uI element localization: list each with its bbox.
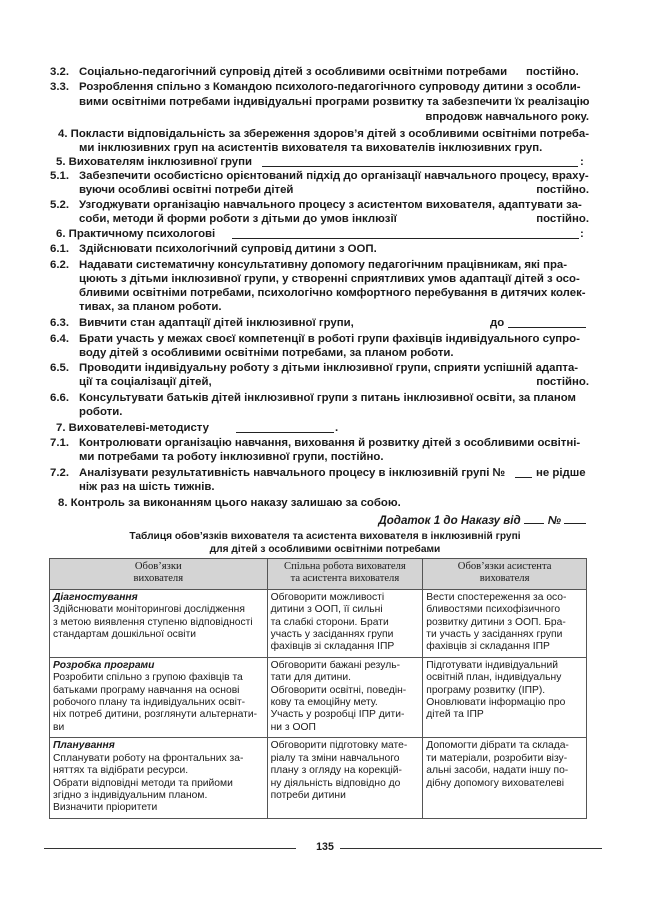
item-number: 6.6. bbox=[50, 392, 69, 404]
item-heading: 7. Вихователеві-методисту bbox=[56, 422, 209, 434]
table-cell: Обговорити підготовку мате- ріалу та зміни навчального плану з огляду на корекцій- ну діяльність відповідно до потреби дитини bbox=[267, 738, 423, 818]
item-text: роботи. bbox=[79, 406, 123, 418]
table-cell: Обговорити бажані резуль- тати для дитини. Обговорити освітні, поведін- кову та емоційну мету. Участь у розробці ІПР дити- ни з ООП bbox=[267, 657, 423, 737]
blank-line bbox=[232, 238, 579, 239]
table-row bbox=[50, 589, 587, 657]
column-header: Спільна робота вихователя та асистента вихователя bbox=[267, 559, 423, 590]
item-text: Соціально-педагогічний супровід дітей з особливими освітніми потребами bbox=[79, 66, 508, 78]
item-text: ції та соціалізації дітей, bbox=[79, 376, 212, 388]
item-text: Контролювати організацію навчання, виховання й розвитку дітей з особливими освітні- bbox=[79, 437, 581, 449]
item-deadline: постійно. bbox=[536, 213, 589, 225]
table-header-row bbox=[50, 559, 587, 590]
page-number: 135 bbox=[316, 841, 334, 853]
blank-line bbox=[564, 512, 586, 524]
item-number: 6.3. bbox=[50, 317, 69, 329]
item-text: тивах, за планом роботи. bbox=[79, 301, 222, 313]
item-text: цюють з дітьми інклюзивної групи, у створенні сприятливих умов адаптації дітей з осо- bbox=[79, 273, 580, 285]
item-text: 4. Покласти відповідальність за збереження здоров’я дітей з особливими освітніми потреба- bbox=[58, 128, 590, 140]
duties-table bbox=[49, 558, 587, 819]
table-row bbox=[50, 738, 587, 818]
item-deadline: постійно. bbox=[536, 184, 589, 196]
item-heading: 5. Вихователям інклюзивної групи bbox=[56, 156, 252, 168]
item-text: не рідше bbox=[536, 467, 586, 479]
item-text: Консультувати батьків дітей інклюзивної групи з питань інклюзивної освіти, за планом bbox=[79, 392, 576, 404]
addendum-reference bbox=[378, 512, 586, 527]
item-text: Забезпечити особистісно орієнтований підхід до організації навчального процесу, враху- bbox=[79, 170, 589, 182]
blank-line bbox=[515, 477, 532, 478]
item-text: воду дітей з особливими освітніми потребами, за планом роботи. bbox=[79, 347, 454, 359]
item-number: 6.1. bbox=[50, 243, 69, 255]
table-cell: Підготувати індивідуальний освітній план, індивідуальну програму розвитку (ІПР). Оновлювати інформацію про дітей та ІПР bbox=[423, 657, 587, 737]
item-text: 8. Контроль за виконанням цього наказу залишаю за собою. bbox=[58, 497, 401, 509]
item-deadline: до bbox=[490, 317, 505, 329]
table-cell: Допомогти дібрати та склада- ти матеріали, розробити візу- альні засоби, надати іншу по- дібну допомогу вихователеві bbox=[423, 738, 587, 818]
column-header: Обов’язки вихователя bbox=[50, 559, 268, 590]
item-text: Проводити індивідуальну роботу з дітьми інклюзивної групи, сприяти успішній адапта- bbox=[79, 362, 579, 374]
item-text: Аналізувати результативність навчального процесу в інклюзивній групі № bbox=[79, 467, 506, 479]
table-cell: Діагностування Здійснювати моніторингові дослідження з метою виявлення ступеню відповідності стандартам дошкільної освіти bbox=[50, 589, 268, 657]
item-text: Вивчити стан адаптації дітей інклюзивної групи, bbox=[79, 317, 354, 329]
item-text: ми потребами та роботу інклюзивної групи, постійно. bbox=[79, 451, 384, 463]
item-number: 5.2. bbox=[50, 199, 69, 211]
item-text: ми інклюзивних груп на асистентів вихователя та вихователів інклюзивних груп. bbox=[79, 142, 543, 154]
colon: : bbox=[580, 228, 584, 240]
item-number: 5.1. bbox=[50, 170, 69, 182]
blank-line bbox=[524, 512, 544, 524]
table-cell: Розробка програми Розробити спільно з групою фахівців та батьками програму навчання на основі робочого плану та індивідуальних освіт- ніх потреб дитини, розглянути альтернати- ви bbox=[50, 657, 268, 737]
item-text: Брати участь у межах своєї компетенції в роботі групи фахівців індивідуального супро- bbox=[79, 333, 580, 345]
item-number: 6.4. bbox=[50, 333, 69, 345]
stage-title: Діагностування bbox=[53, 591, 138, 603]
table-cell: Вести спостереження за осо- бливостями психофізичного розвитку дитини з ООП. Бра- ти участь у засіданнях групи фахівців зі складання ІПР bbox=[423, 589, 587, 657]
addendum-text: Додаток 1 до Наказу від bbox=[378, 514, 521, 527]
item-text: ніж раз на шість тижнів. bbox=[79, 481, 215, 493]
stage-title: Планування bbox=[53, 740, 115, 752]
item-number: 3.2. bbox=[50, 66, 69, 78]
blank-line bbox=[236, 432, 334, 433]
table-cell: Планування Спланувати роботу на фронтальних за- няттях та відібрати ресурси. Обрати відповідні методи та прийоми згідно з індивідуальним планом. Визначити пріоритети bbox=[50, 738, 268, 818]
item-text: соби, методи й форми роботи з дітьми до умов інклюзії bbox=[79, 213, 397, 225]
period: . bbox=[335, 422, 339, 434]
footer-rule-right bbox=[340, 848, 602, 849]
item-text: Здійснювати психологічний супровід дитини з ООП. bbox=[79, 243, 377, 255]
table-row bbox=[50, 657, 587, 737]
item-number: 7.2. bbox=[50, 467, 69, 479]
stage-title: Розробка програми bbox=[53, 659, 155, 671]
colon: : bbox=[580, 156, 584, 168]
item-text: Надавати систематичну консультативну допомогу педагогічним працівникам, які пра- bbox=[79, 259, 568, 271]
table-caption-subtitle: для дітей з особливими освітніми потребами bbox=[209, 544, 441, 555]
item-text: Розроблення спільно з Командою психолого-педагогічного супроводу дитини з особли- bbox=[79, 81, 581, 93]
item-number: 6.5. bbox=[50, 362, 69, 374]
item-number: 7.1. bbox=[50, 437, 69, 449]
item-text: вими освітніми потребами індивідуальні програми розвитку та забезпечити їх реалізацію bbox=[79, 96, 590, 108]
table-caption: Таблиця обов’язків вихователя та асистента вихователя в інклюзивній групі bbox=[129, 531, 521, 542]
blank-line bbox=[262, 166, 578, 167]
table-cell: Обговорити можливості дитини з ООП, її сильні та слабкі сторони. Брати участь у засіданнях групи фахівців зі складання ІПР bbox=[267, 589, 423, 657]
item-text: бливими освітніми потребами, психологічно комфортного перебування в дитячих колек- bbox=[79, 287, 586, 299]
item-heading: 6. Практичному психологові bbox=[56, 228, 216, 240]
item-deadline: впродовж навчального року. bbox=[425, 111, 589, 123]
item-text: вуючи особливі освітні потреби дітей bbox=[79, 184, 294, 196]
column-header: Обов’язки асистента вихователя bbox=[423, 559, 587, 590]
blank-line bbox=[508, 327, 586, 328]
addendum-number-label: № bbox=[547, 514, 561, 527]
item-number: 6.2. bbox=[50, 259, 69, 271]
item-text: Узгоджувати організацію навчального процесу з асистентом вихователя, адаптувати за- bbox=[79, 199, 582, 211]
item-deadline: постійно. bbox=[536, 376, 589, 388]
item-number: 3.3. bbox=[50, 81, 69, 93]
item-deadline: постійно. bbox=[526, 66, 579, 78]
